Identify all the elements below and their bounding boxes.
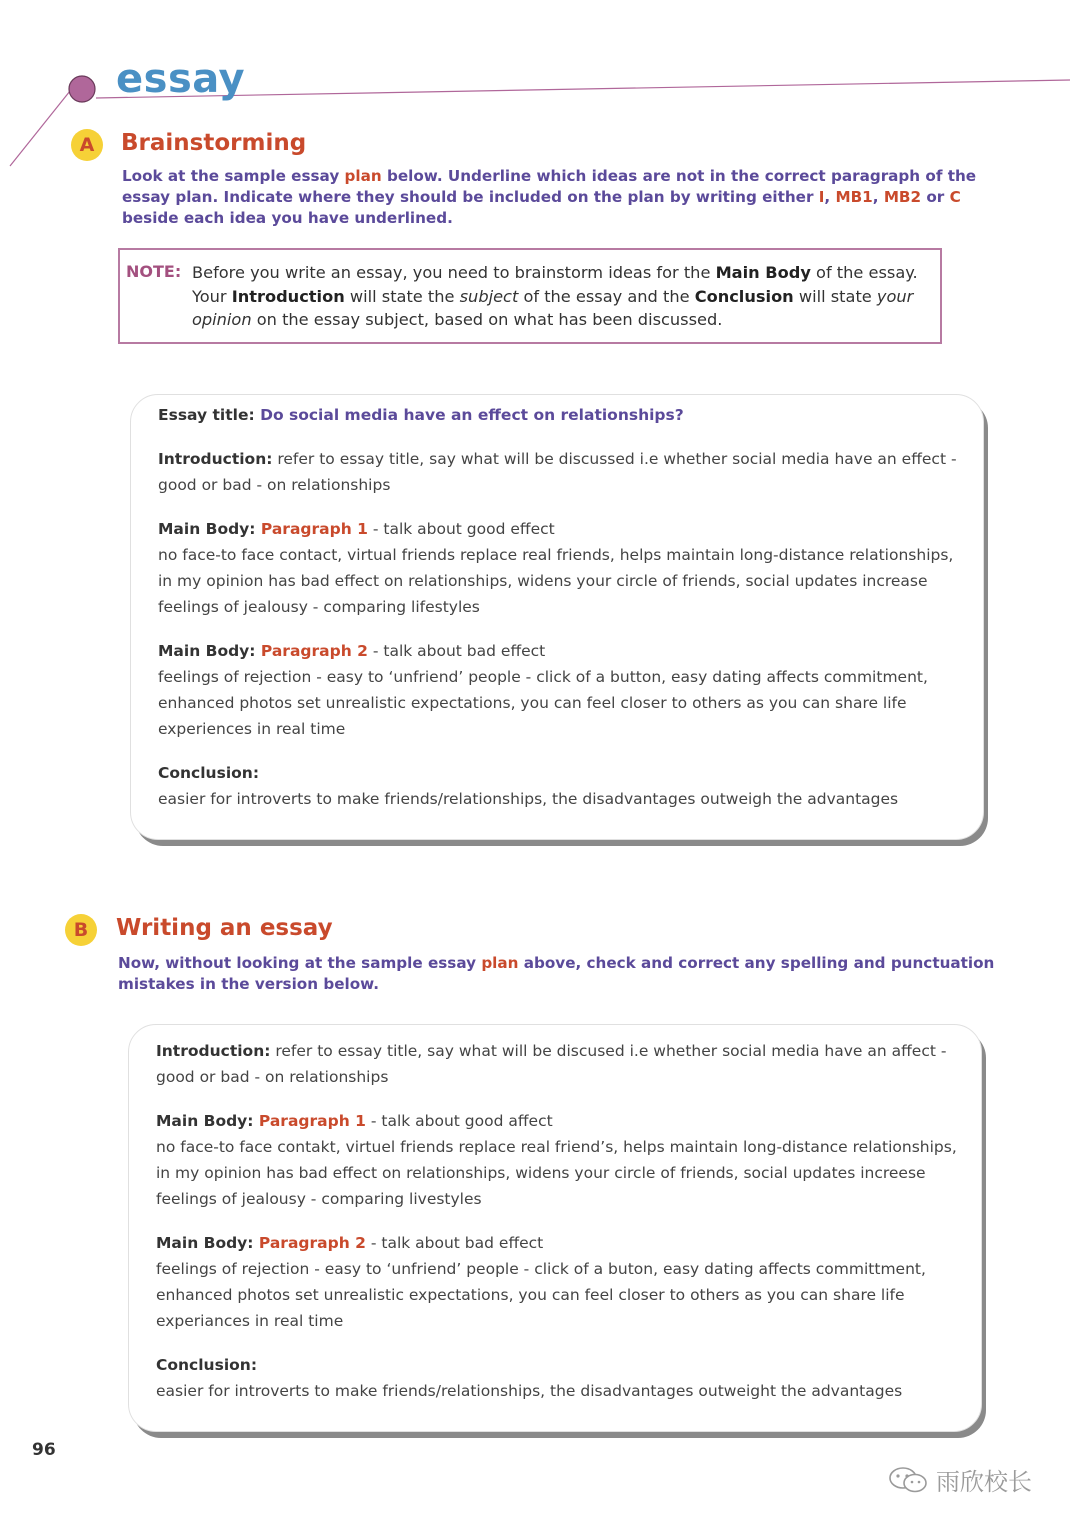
note-label: NOTE: (126, 262, 182, 281)
essay-title-line: Essay title: Do social media have an effect on relationships? (158, 406, 684, 424)
section-b-title: Writing an essay (116, 915, 333, 941)
wechat-icon (888, 1466, 928, 1494)
plan-b-introduction: Introduction: refer to essay title, say what will be discused i.e whether social media have an affect - good or bad - on relationships (156, 1042, 947, 1086)
section-a-instruction: Look at the sample essay plan below. Underline which ideas are not in the correct paragraph of the essay plan. Indicate where they should be included on the plan by writing either I, MB1, MB2 or C beside each idea you have underlined. (122, 167, 977, 227)
header-dot-icon (69, 76, 95, 102)
plan-b-main-body-2: Main Body: Paragraph 2 - talk about bad effect feelings of rejection - easy to ‘unfriend’ people - click of a buton, easy dating affects committment, enhanced photos set unrealistic expectations, you can feel closer to others as you can share life experiances in real time (156, 1234, 926, 1330)
note-text: Before you write an essay, you need to brainstorm ideas for the Main Body of the essay. Your Introduction will state the subject of the essay and the Conclusion will state your opinion on the essay subject, based on what has been discussed. (192, 263, 918, 329)
plan-a-conclusion: Conclusion: easier for introverts to make friends/relationships, the disadvantages outweigh the advantages (158, 764, 899, 808)
section-b-badge: B (65, 914, 97, 946)
plan-b-conclusion: Conclusion: easier for introverts to make friends/relationships, the disadvantages outweight the advantages (156, 1356, 903, 1400)
watermark (888, 1462, 1032, 1497)
plan-a-introduction: Introduction: refer to essay title, say what will be discussed i.e whether social media have an effect - good or bad - on relationships (158, 450, 957, 494)
plan-a-main-body-1: Main Body: Paragraph 1 - talk about good effect no face-to face contact, virtual friends replace real friends, helps maintain long-distance relationships, in my opinion has bad effect on relationships, widens your circle of friends, social updates increase feelings of jealousy - comparing lifestyles (158, 520, 954, 616)
plan-a-content (158, 402, 968, 830)
plan-b-content (156, 1038, 966, 1422)
plan-b-main-body-1: Main Body: Paragraph 1 - talk about good affect no face-to face contakt, virtuel friends replace real friend’s, helps maintain long-distance relationships, in my opinion has bad effect on relationships, widens your circle of friends, social updates increese feelings of jealousy - comparing livestyles (156, 1112, 957, 1208)
page-number: 96 (32, 1440, 56, 1460)
plan-a-main-body-2: Main Body: Paragraph 2 - talk about bad effect feelings of rejection - easy to ‘unfriend’ people - click of a button, easy dating affects commitment, enhanced photos set unrealistic expectations, you can feel closer to others as you can share life experiences in real time (158, 642, 928, 738)
section-a-badge: A (71, 129, 103, 161)
page-title: essay (116, 56, 246, 102)
watermark-text: 雨欣校长 (936, 1468, 1032, 1496)
note-box (118, 248, 942, 344)
section-b-instruction: Now, without looking at the sample essay plan above, check and correct any spelling and punctuation mistakes in the version below. (118, 954, 995, 993)
section-a-title: Brainstorming (121, 130, 307, 156)
header-diagonal-line (10, 86, 74, 166)
